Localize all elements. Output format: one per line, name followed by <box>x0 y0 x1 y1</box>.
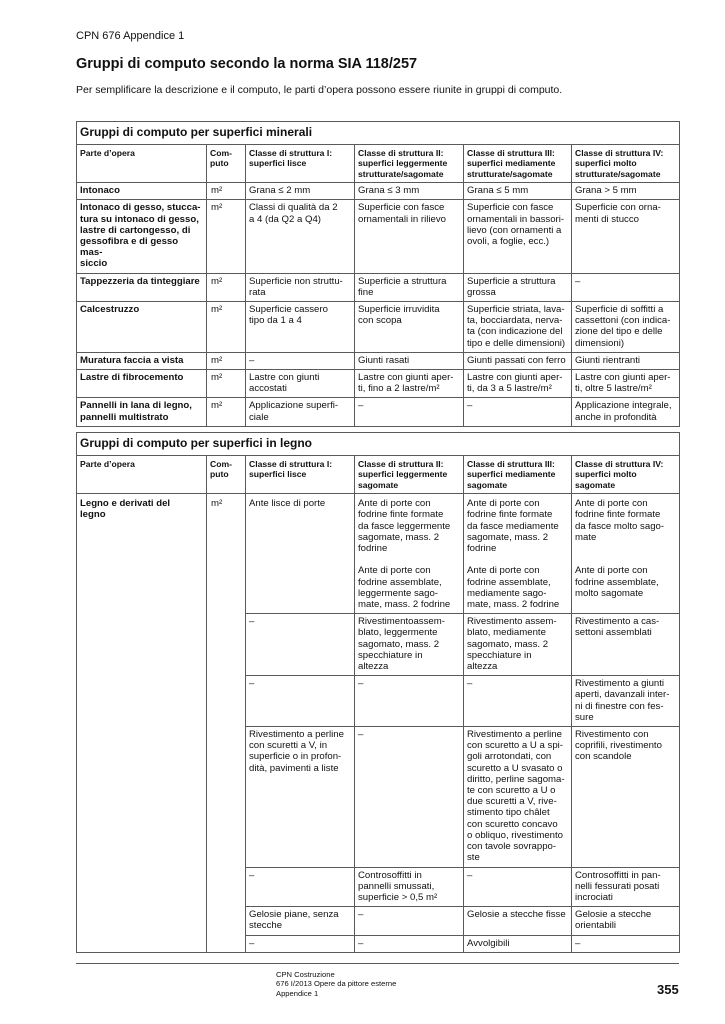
cell-computo: m² <box>207 352 246 369</box>
page-number: 355 <box>657 982 679 997</box>
cell-classe-3: Superficie striata, lava- ta, bocciardata, nerva- ta (con indicazione del tipo e delle dimensioni) <box>464 302 572 353</box>
cell-computo: m² <box>207 370 246 398</box>
cell-classe-1: Rivestimento a perline con scuretti a V, in superficie o in profon- dità, pavimenti a liste <box>246 727 355 867</box>
cell-computo: m² <box>207 273 246 301</box>
cell-classe-1: – <box>246 935 355 952</box>
table-row <box>77 302 680 353</box>
cell-classe-2: – <box>355 398 464 426</box>
header-parte-opera: Parte d’opera <box>77 456 207 494</box>
cell-classe-1: – <box>246 352 355 369</box>
cell-classe-2: Ante di porte con fodrine finte formate da fasce leggermente sagomate, mass. 2 fodrine Ante di porte con fodrine assemblate, leggermente sago- mate, mass. 2 fodrine <box>355 494 464 614</box>
cell-classe-2: Superficie irruvidita con scopa <box>355 302 464 353</box>
table-row <box>77 352 680 369</box>
cell-classe-1: Lastre con giunti accostati <box>246 370 355 398</box>
cell-classe-4: – <box>572 273 680 301</box>
cell-classe-4: Controsoffitti in pan- nelli fessurati posati incrociati <box>572 867 680 907</box>
cell-classe-2: Controsoffitti in pannelli smussati, superficie > 0,5 m² <box>355 867 464 907</box>
cell-classe-2: – <box>355 907 464 935</box>
cell-classe-3: Superficie a struttura grossa <box>464 273 572 301</box>
cell-computo: m² <box>207 494 246 953</box>
table-title: Gruppi di computo per superfici minerali <box>77 122 680 145</box>
cell-parte-opera: Pannelli in lana di legno, pannelli multistrato <box>77 398 207 426</box>
cell-classe-1: Ante lisce di porte <box>246 494 355 614</box>
cell-parte-opera: Tappezzeria da tinteggiare <box>77 273 207 301</box>
header-classe-2: Classe di struttura II: superfici leggermente sagomate <box>355 456 464 494</box>
footer-divider <box>76 963 679 964</box>
cell-parte-opera: Lastre di fibrocemento <box>77 370 207 398</box>
cell-classe-4: Applicazione integrale, anche in profondità <box>572 398 680 426</box>
footer-info <box>276 970 396 998</box>
header-parte-opera: Parte d’opera <box>77 145 207 183</box>
table-wood-surfaces <box>76 432 680 953</box>
cell-classe-3: Giunti passati con ferro <box>464 352 572 369</box>
header-classe-1: Classe di struttura I: superfici lisce <box>246 145 355 183</box>
cell-parte-opera: Legno e derivati del legno <box>77 494 207 953</box>
cell-parte-opera: Calcestruzzo <box>77 302 207 353</box>
cell-computo: m² <box>207 183 246 200</box>
table-header-row <box>77 456 680 494</box>
cell-classe-2: Giunti rasati <box>355 352 464 369</box>
cell-classe-4: Rivestimento con coprifili, rivestimento con scandole <box>572 727 680 867</box>
cell-classe-3: Rivestimento a perline con scuretto a U a spi- goli arrotondati, con scuretto a U svasato o diritto, perline sagoma- te con scuretto a U o due scuretti a V, rive- stimento tipo châlet con scuretto concavo o obliquo, rivestimento con tavole sovrappo- ste <box>464 727 572 867</box>
footer-line: CPN Costruzione <box>276 970 335 979</box>
cell-classe-2: Rivestimentoassem- blato, leggermente sagomato, mass. 2 specchiature in altezza <box>355 614 464 676</box>
table-row <box>77 370 680 398</box>
cell-classe-2: – <box>355 676 464 727</box>
header-classe-4: Classe di struttura IV: superfici molto strutturate/sagomate <box>572 145 680 183</box>
cell-classe-1: Superficie cassero tipo da 1 a 4 <box>246 302 355 353</box>
cell-classe-3: Grana ≤ 5 mm <box>464 183 572 200</box>
cell-parte-opera: Intonaco di gesso, stucca- tura su intonaco di gesso, lastre di cartongesso, di gessofibra e di gesso mas- siccio <box>77 200 207 273</box>
table-row <box>77 273 680 301</box>
cell-classe-2: Grana ≤ 3 mm <box>355 183 464 200</box>
footer-line: Appendice 1 <box>276 988 319 998</box>
cell-classe-3: Superficie con fasce ornamentali in bassori- lievo (con ornamenti a ovoli, a foglie, ecc.) <box>464 200 572 273</box>
header-classe-1: Classe di struttura I: superfici lisce <box>246 456 355 494</box>
cell-classe-3: Ante di porte con fodrine finte formate da fasce mediamente sagomate, mass. 2 fodrine Ante di porte con fodrine assemblate, mediamente sago- mate, mass. 2 fodrine <box>464 494 572 614</box>
table-row <box>77 183 680 200</box>
table-title: Gruppi di computo per superfici in legno <box>77 433 680 456</box>
cell-classe-3: Lastre con giunti aper- ti, da 3 a 5 lastre/m² <box>464 370 572 398</box>
cell-classe-4: Superficie con orna- menti di stucco <box>572 200 680 273</box>
header-computo: Com- puto <box>207 456 246 494</box>
cell-computo: m² <box>207 200 246 273</box>
cell-classe-2: Lastre con giunti aper- ti, fino a 2 lastre/m² <box>355 370 464 398</box>
cell-classe-2: – <box>355 935 464 952</box>
header-classe-3: Classe di struttura III: superfici mediamente sagomate <box>464 456 572 494</box>
cell-classe-4: Giunti rientranti <box>572 352 680 369</box>
cell-computo: m² <box>207 302 246 353</box>
table-row <box>77 200 680 273</box>
header-classe-2: Classe di struttura II: superfici leggermente strutturate/sagomate <box>355 145 464 183</box>
cell-classe-4: – <box>572 935 680 952</box>
header-classe-4: Classe di struttura IV: superfici molto sagomate <box>572 456 680 494</box>
table-row <box>77 398 680 426</box>
cell-classe-3: Gelosie a stecche fisse <box>464 907 572 935</box>
cell-parte-opera: Intonaco <box>77 183 207 200</box>
table-mineral-surfaces <box>76 121 680 427</box>
running-header: CPN 676 Appendice 1 <box>76 30 185 42</box>
intro-paragraph: Per semplificare la descrizione e il computo, le parti d’opera possono essere riunite in gruppi di computo. <box>76 84 563 96</box>
cell-classe-4: Ante di porte con fodrine finte formate da fasce molto sago- mate Ante di porte con fodrine assemblate, molto sagomate <box>572 494 680 614</box>
cell-classe-2: Superficie con fasce ornamentali in rilievo <box>355 200 464 273</box>
cell-classe-3: Avvolgibili <box>464 935 572 952</box>
table-title-row <box>77 433 680 456</box>
cell-classe-1: – <box>246 676 355 727</box>
cell-classe-3: – <box>464 676 572 727</box>
cell-classe-4: Superficie di soffitti a cassettoni (con indica- zione del tipo e delle dimensioni) <box>572 302 680 353</box>
footer-line: 676 I/2013 Opere da pittore esterne <box>276 979 397 989</box>
cell-classe-3: – <box>464 398 572 426</box>
cell-classe-4: Rivestimento a giunti aperti, davanzali inter- ni di finestre con fes- sure <box>572 676 680 727</box>
cell-computo: m² <box>207 398 246 426</box>
cell-classe-3: Rivestimento assem- blato, mediamente sagomato, mass. 2 specchiature in altezza <box>464 614 572 676</box>
cell-classe-1: Applicazione superfi- ciale <box>246 398 355 426</box>
cell-classe-4: Rivestimento a cas- settoni assemblati <box>572 614 680 676</box>
cell-classe-1: Superficie non struttu- rata <box>246 273 355 301</box>
table-header-row <box>77 145 680 183</box>
cell-classe-1: Gelosie piane, senza stecche <box>246 907 355 935</box>
cell-classe-1: Grana ≤ 2 mm <box>246 183 355 200</box>
cell-classe-3: – <box>464 867 572 907</box>
header-classe-3: Classe di struttura III: superfici mediamente strutturate/sagomate <box>464 145 572 183</box>
cell-classe-2: Superficie a struttura fine <box>355 273 464 301</box>
table-title-row <box>77 122 680 145</box>
cell-classe-2: – <box>355 727 464 867</box>
table-row <box>77 494 680 614</box>
cell-classe-1: Classi di qualità da 2 a 4 (da Q2 a Q4) <box>246 200 355 273</box>
page-title: Gruppi di computo secondo la norma SIA 118/257 <box>76 56 418 72</box>
cell-parte-opera: Muratura faccia a vista <box>77 352 207 369</box>
cell-classe-1: – <box>246 614 355 676</box>
header-computo: Com- puto <box>207 145 246 183</box>
cell-classe-4: Gelosie a stecche orientabili <box>572 907 680 935</box>
cell-classe-1: – <box>246 867 355 907</box>
cell-classe-4: Grana > 5 mm <box>572 183 680 200</box>
cell-classe-4: Lastre con giunti aper- ti, oltre 5 lastre/m² <box>572 370 680 398</box>
